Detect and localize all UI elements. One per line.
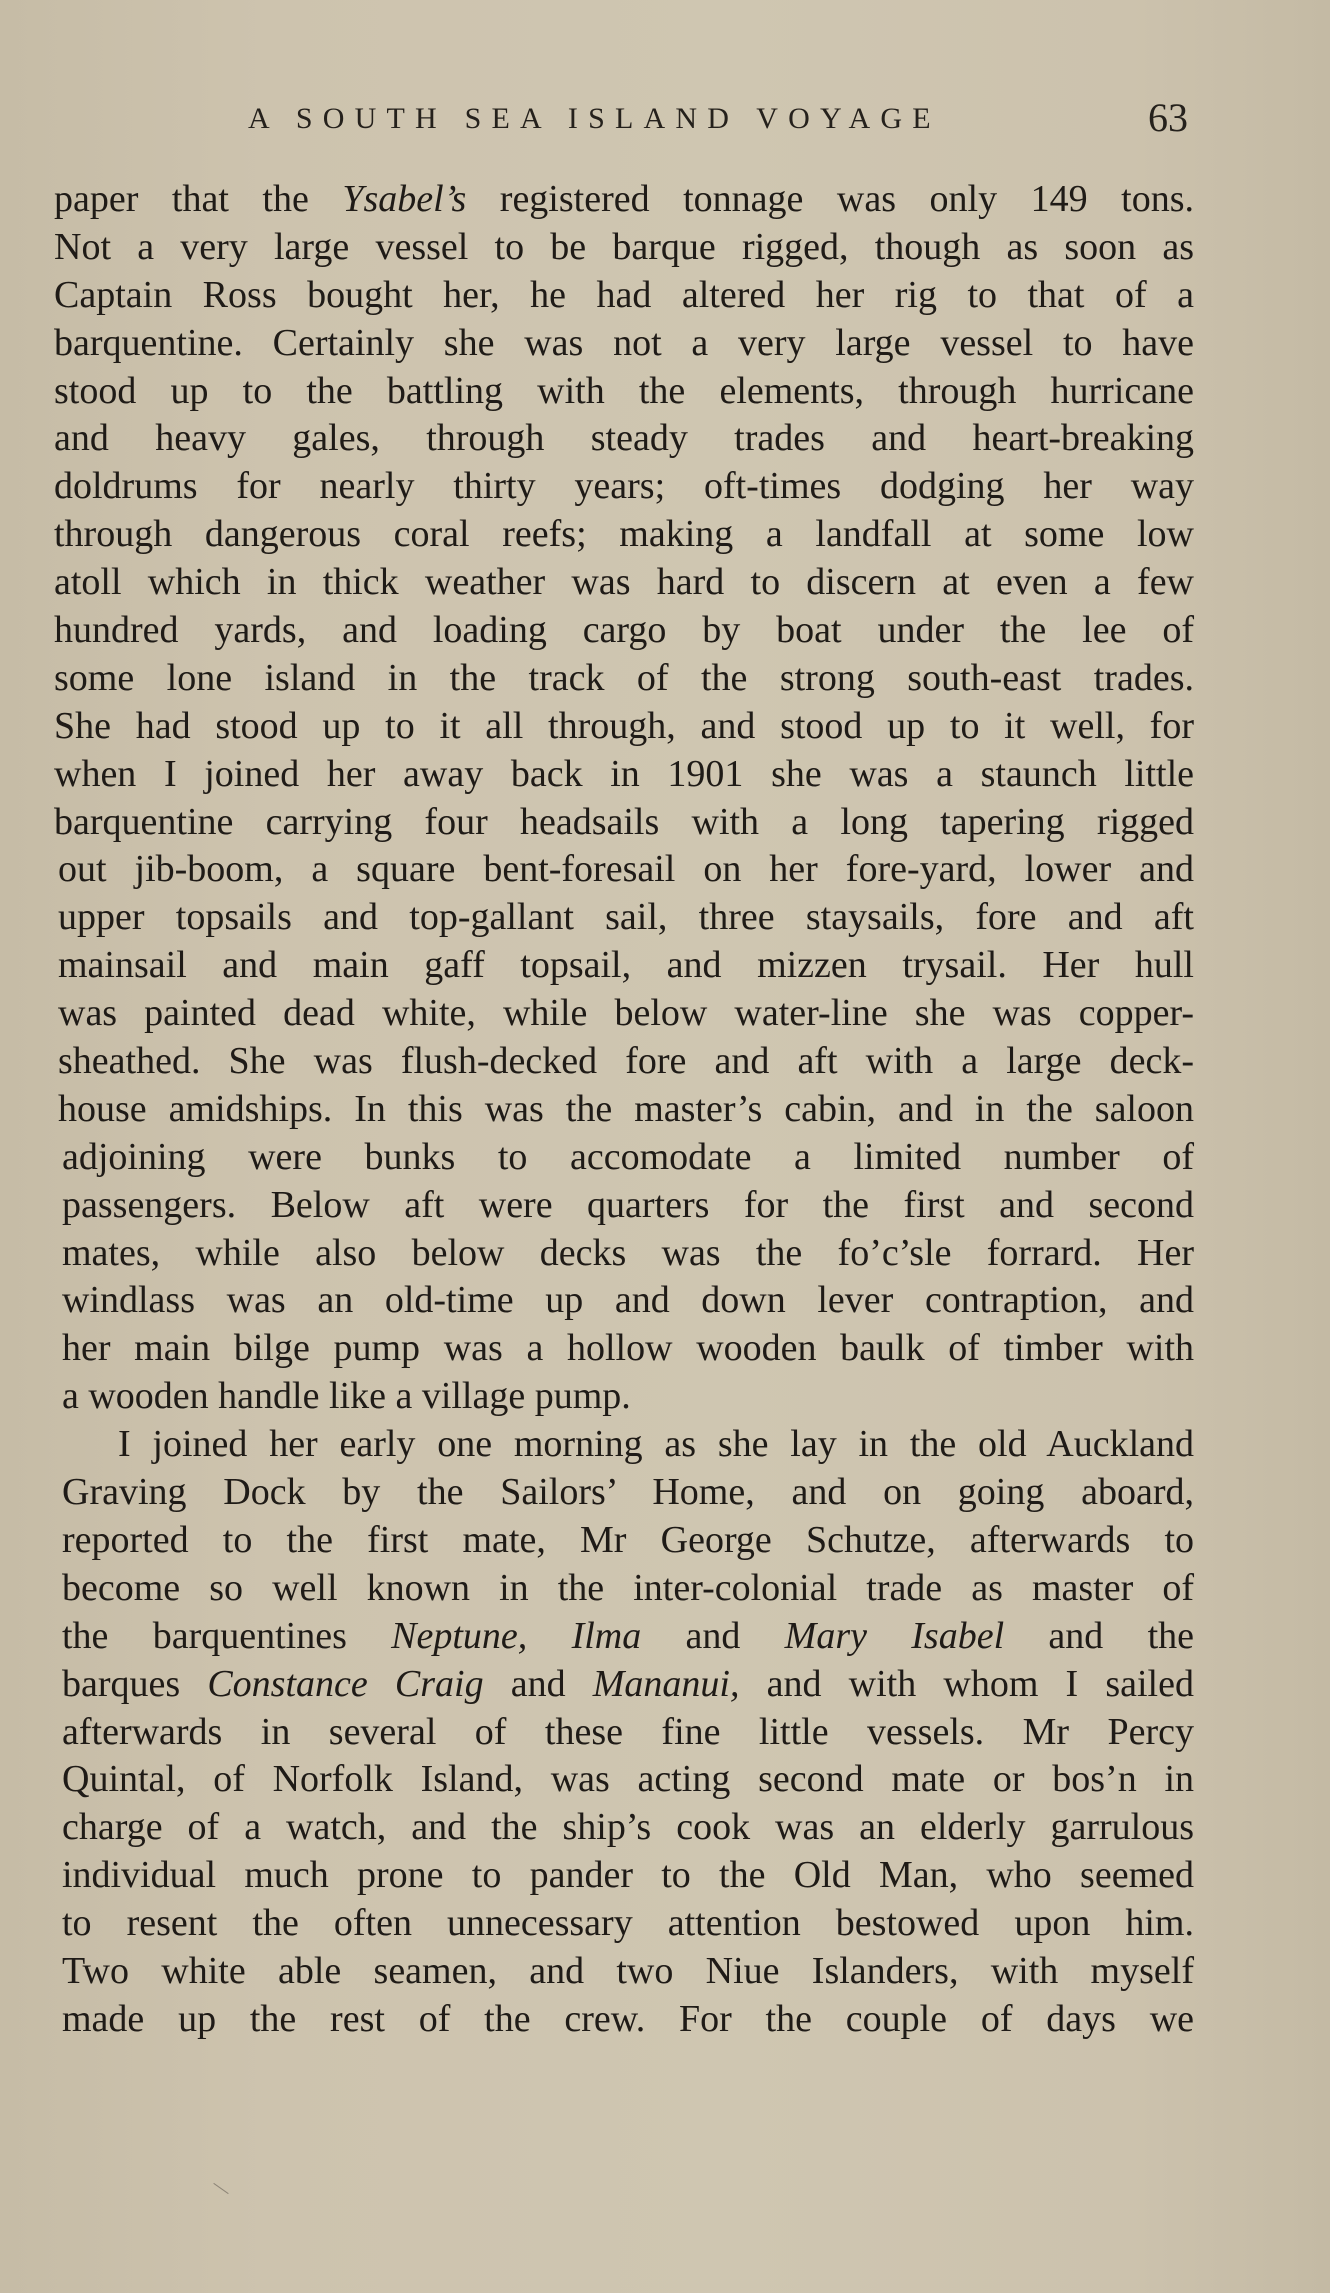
text-line xyxy=(54,703,1194,751)
text-line xyxy=(54,559,1194,607)
text-segment: Captain Ross bought her, he had altered her rig to that of a xyxy=(54,273,1194,316)
text-line xyxy=(62,1373,1194,1421)
text-line xyxy=(62,1900,1194,1948)
text-line xyxy=(62,1469,1194,1517)
text-segment: paper that the xyxy=(54,178,343,220)
text-line xyxy=(54,224,1194,272)
text-line xyxy=(62,1709,1194,1757)
text-segment: charge of a watch, and the ship’s cook was an elderly garrulous xyxy=(62,1806,1194,1849)
text-segment: hundred yards, and loading cargo by boat under the lee of xyxy=(54,609,1194,652)
text-line xyxy=(62,1421,1194,1469)
text-line xyxy=(62,1325,1194,1373)
text-line xyxy=(62,1661,1194,1709)
text-segment: out jib-boom, a square bent-foresail on her fore-yard, lower and xyxy=(58,848,1194,891)
text-segment: and with whom I sailed xyxy=(739,1662,1194,1705)
text-segment: and xyxy=(483,1662,593,1705)
text-line xyxy=(62,1804,1194,1852)
text-segment: was painted dead white, while below water-line she was copper- xyxy=(58,992,1194,1035)
text-segment: her main bilge pump was a hollow wooden baulk of timber with xyxy=(62,1327,1194,1370)
text-line xyxy=(54,176,1194,224)
italic-ship-name: Constance Craig xyxy=(207,1662,484,1705)
text-segment: house amidships. In this was the master’s cabin, and in the saloon xyxy=(58,1087,1194,1130)
text-line xyxy=(62,1182,1194,1230)
text-line xyxy=(62,1852,1194,1900)
paper-mark xyxy=(213,2183,228,2194)
text-segment: registered tonnage was only 149 tons. xyxy=(466,178,1195,220)
text-line xyxy=(54,320,1194,368)
italic-ship-name: Mananui, xyxy=(592,1662,740,1705)
running-head xyxy=(0,96,1330,146)
text-segment: adjoining were bunks to accomodate a limited number of xyxy=(62,1135,1194,1178)
text-segment: become so well known in the inter-colonial trade as master of xyxy=(62,1566,1194,1609)
italic-ship-name: Neptune, Ilma xyxy=(391,1614,642,1657)
text-segment: and heavy gales, through steady trades and heart-breaking xyxy=(54,417,1194,460)
text-segment: and xyxy=(641,1614,785,1657)
italic-ship-name: Mary Isabel xyxy=(784,1614,1005,1657)
text-segment: and the xyxy=(1004,1614,1194,1657)
text-segment: a wooden handle like a village pump. xyxy=(62,1375,631,1418)
text-segment: mainsail and main gaff topsail, and mizzen trysail. Her hull xyxy=(58,944,1194,987)
text-line xyxy=(58,942,1194,990)
text-segment: barquentine carrying four headsails with a long tapering rigged xyxy=(54,800,1194,843)
text-segment: Two white able seamen, and two Niue Islanders, with myself xyxy=(62,1949,1194,1992)
text-segment: individual much prone to pander to the Old Man, who seemed xyxy=(62,1854,1194,1897)
text-line xyxy=(62,1756,1194,1804)
text-segment: barquentine. Certainly she was not a very large vessel to have xyxy=(54,321,1194,364)
text-line xyxy=(62,1230,1194,1278)
text-segment: made up the rest of the crew. For the couple of days we xyxy=(62,1997,1194,2040)
text-line xyxy=(58,846,1194,894)
text-segment: stood up to the battling with the elements, through hurricane xyxy=(54,369,1194,412)
text-segment: reported to the first mate, Mr George Schutze, afterwards to xyxy=(62,1518,1194,1561)
text-line xyxy=(58,990,1194,1038)
text-line xyxy=(58,1038,1194,1086)
text-segment: Graving Dock by the Sailors’ Home, and on going aboard, xyxy=(62,1471,1194,1514)
text-segment: some lone island in the track of the strong south-east trades. xyxy=(54,656,1194,699)
text-line xyxy=(54,751,1194,799)
running-title: A SOUTH SEA ISLAND VOYAGE xyxy=(248,102,941,135)
text-segment: sheathed. She was flush-decked fore and aft with a large deck- xyxy=(58,1040,1194,1083)
text-line xyxy=(54,368,1194,416)
text-segment: She had stood up to it all through, and stood up to it well, for xyxy=(54,704,1194,747)
text-line xyxy=(54,799,1194,847)
text-line xyxy=(58,894,1194,942)
text-segment: Not a very large vessel to be barque rigged, though as soon as xyxy=(54,225,1194,268)
text-segment: when I joined her away back in 1901 she was a staunch little xyxy=(54,752,1194,795)
text-line xyxy=(54,272,1194,320)
text-segment: upper topsails and top-gallant sail, three staysails, fore and aft xyxy=(58,896,1194,939)
text-segment: passengers. Below aft were quarters for the first and second xyxy=(62,1183,1194,1226)
page-number: 63 xyxy=(1148,95,1188,140)
text-segment: I joined her early one morning as she lay in the old Auckland xyxy=(118,1423,1194,1466)
text-line xyxy=(62,1517,1194,1565)
text-line xyxy=(62,1613,1194,1661)
italic-ship-name: Ysabel’s xyxy=(342,178,467,220)
text-line xyxy=(62,1134,1194,1182)
text-segment: the barquentines xyxy=(62,1614,392,1657)
text-line xyxy=(62,1996,1194,2044)
text-segment: mates, while also below decks was the fo’c’sle forrard. Her xyxy=(62,1231,1194,1274)
text-line xyxy=(62,1277,1194,1325)
text-segment: through dangerous coral reefs; making a landfall at some low xyxy=(54,513,1194,556)
text-segment: windlass was an old-time up and down lever contraption, and xyxy=(62,1279,1194,1322)
text-line xyxy=(54,607,1194,655)
text-line xyxy=(62,1565,1194,1613)
text-line xyxy=(54,655,1194,703)
text-segment: Quintal, of Norfolk Island, was acting second mate or bos’n in xyxy=(62,1758,1194,1801)
text-line xyxy=(54,463,1194,511)
text-segment: barques xyxy=(62,1662,208,1705)
text-line xyxy=(54,511,1194,559)
text-segment: atoll which in thick weather was hard to discern at even a few xyxy=(54,561,1194,604)
text-line xyxy=(62,1948,1194,1996)
body-text xyxy=(54,176,1194,2044)
text-line xyxy=(58,1086,1194,1134)
text-segment: afterwards in several of these fine little vessels. Mr Percy xyxy=(62,1710,1194,1753)
text-line xyxy=(54,415,1194,463)
text-segment: to resent the often unnecessary attention bestowed upon him. xyxy=(62,1902,1194,1945)
text-segment: doldrums for nearly thirty years; oft-times dodging her way xyxy=(54,465,1194,508)
